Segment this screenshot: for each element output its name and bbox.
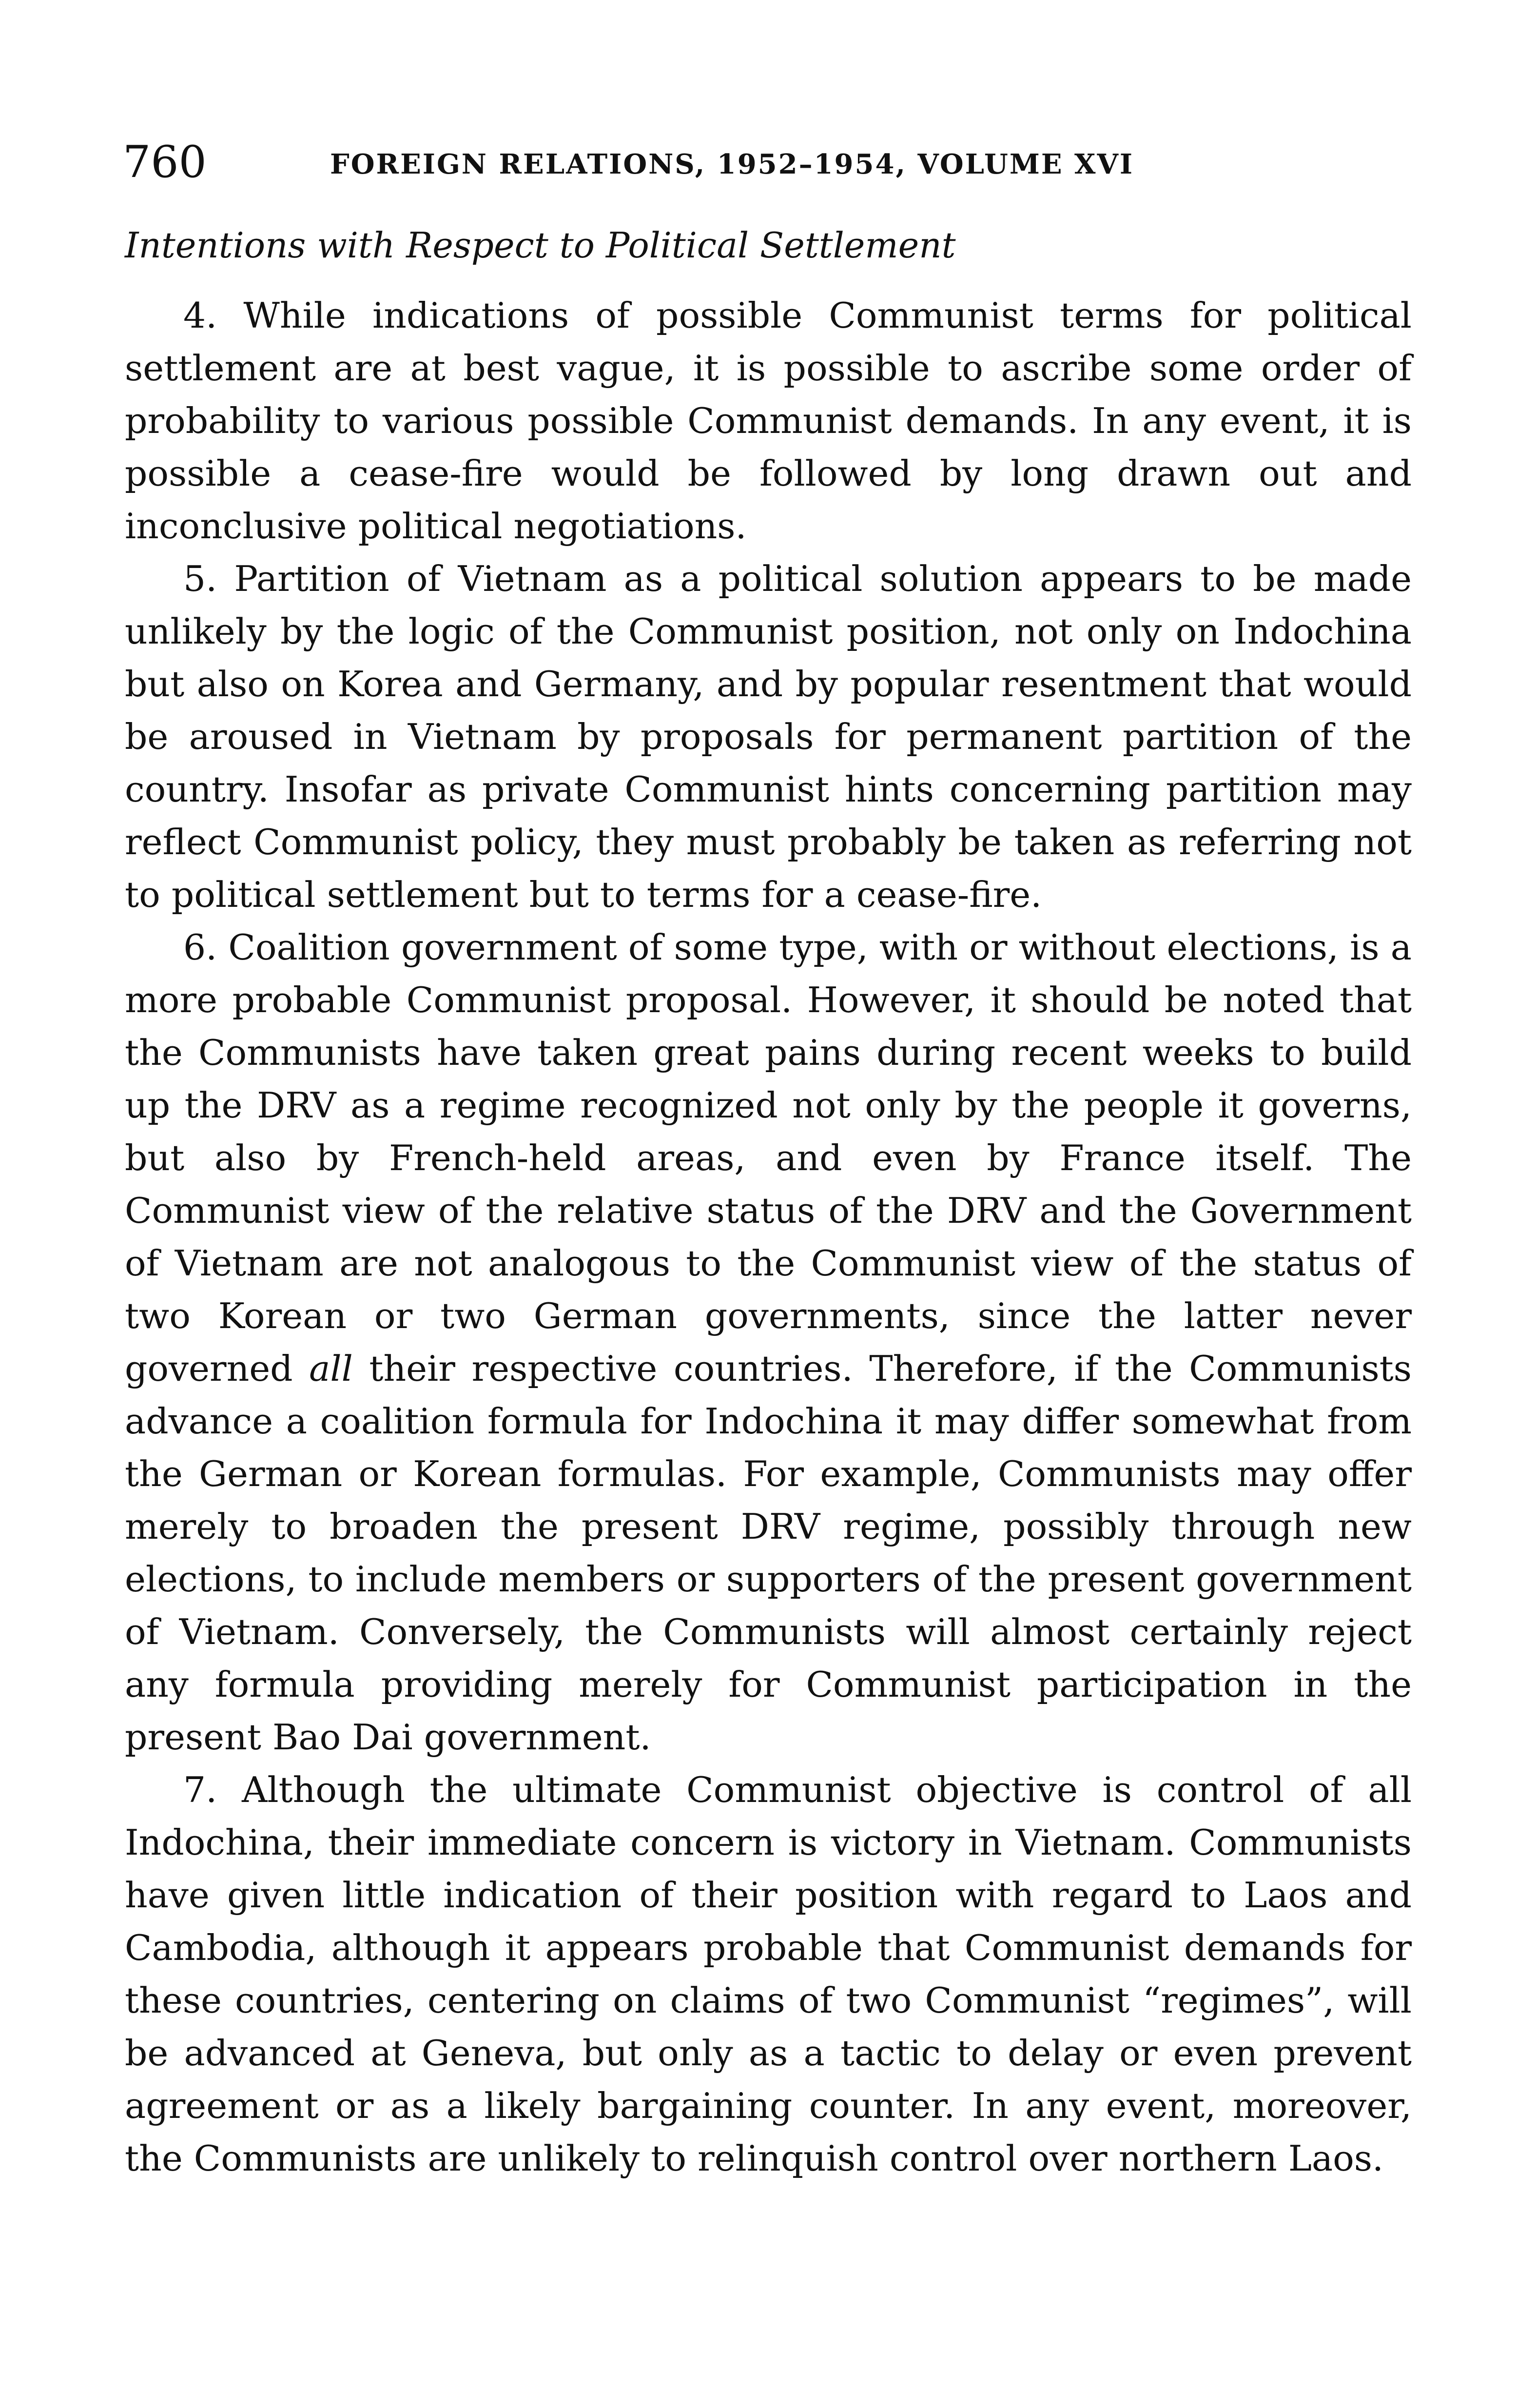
paragraph-5: 5. Partition of Vietnam as a political solution appears to be made unlikely by the logic of the Communist position, not only on Indochina but also on Korea and Germany, and by popular resentment that would be aroused in Vietnam by proposals for permanent partition of the country. Insofar as private Communist hints concerning partition may reflect Communist policy, they must probably be taken as referring not to political settlement but to terms for a cease-fire. [125,559,1412,916]
paragraph-6-emphasis: all [309,1349,353,1390]
paragraph-6-text-after: their respective countries. Therefore, if the Communists advance a coalition formula for Indochina it may differ somewhat from the German or Korean formulas. For example, Communists may offer merely to broaden the present DRV regime, possibly through new elections, to include members or supporters of the present government of Vietnam. Conversely, the Communists will almost certainly reject any formula providing merely for Communist participation in the present Bao Dai government. [125,1349,1412,1758]
section-heading: Intentions with Respect to Political Settlement [125,225,956,266]
paragraph-6 [125,921,1412,1764]
paragraph-7: 7. Although the ultimate Communist objective is control of all Indochina, their immediate concern is victory in Vietnam. Communists have given little indication of their position with regard to Laos and Cambodia, although it appears probable that Communist demands for these countries, centering on claims of two Communist “regimes”, will be advanced at Geneva, but only as a tactic to delay or even prevent agreement or as a likely bargaining counter. In any event, moreover, the Communists are unlikely to relinquish control over northern Laos. [125,1770,1412,2179]
paragraph-4: 4. While indications of possible Communist terms for political settlement are at best vague, it is possible to ascribe some order of probability to various possible Communist demands. In any event, it is possible a cease-fire would be followed by long drawn out and inconclusive political negotiations. [125,295,1412,547]
body-text [125,290,1412,2185]
paragraph-6-text-before: 6. Coalition government of some type, with or without elections, is a more probable Communist proposal. However, it should be noted that the Communists have taken great pains during recent weeks to build up the DRV as a regime recognized not only by the people it governs, but also by French-held areas, and even by France itself. The Communist view of the relative status of the DRV and the Government of Vietnam are not analogous to the Communist view of the status of two Korean or two German governments, since the latter never governed [125,927,1412,1390]
running-title: FOREIGN RELATIONS, 1952–1954, VOLUME XVI [330,148,1134,180]
running-header [123,131,1410,194]
page-number: 760 [123,137,207,188]
